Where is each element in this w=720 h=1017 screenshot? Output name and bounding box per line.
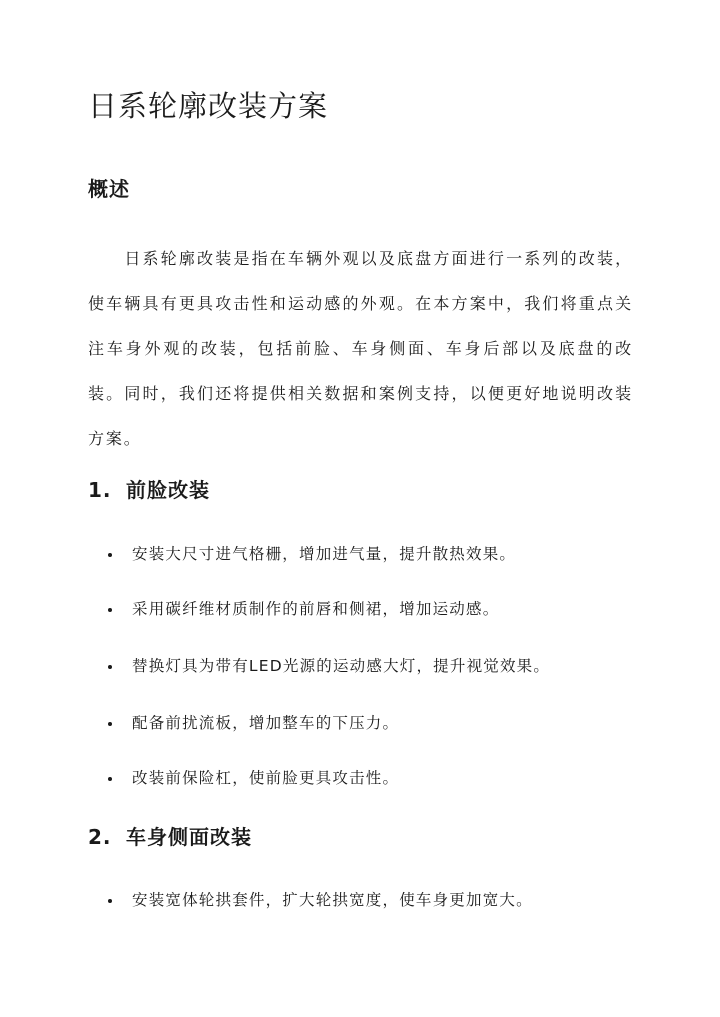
list-item-text: 替换灯具为带有LED光源的运动感大灯，提升视觉效果。 (132, 657, 551, 675)
list-item-text: 安装宽体轮拱套件，扩大轮拱宽度，使车身更加宽大。 (132, 891, 533, 909)
bullet-icon (108, 665, 112, 669)
list-item-text: 配备前扰流板，增加整车的下压力。 (132, 714, 400, 732)
bullet-icon (108, 608, 112, 612)
bullet-icon (108, 777, 112, 781)
overview-paragraph (88, 236, 633, 461)
overview-paragraph-text: 日系轮廓改装是指在车辆外观以及底盘方面进行一系列的改装，使车辆具有更具攻击性和运动感的外观。在本方案中，我们将重点关注车身外观的改装，包括前脸、车身侧面、车身后部以及底盘的改装。同时，我们还将提供相关数据和案例支持，以便更好地说明改装方案。 (88, 249, 633, 448)
section-2-title: 车身侧面改装 (126, 825, 252, 849)
list-item-text: 改装前保险杠，使前脸更具攻击性。 (132, 769, 400, 787)
section-1-heading (88, 476, 210, 504)
bullet-icon (108, 899, 112, 903)
section-1-title: 前脸改装 (126, 478, 210, 502)
document-title: 日系轮廓改装方案 (88, 89, 329, 123)
bullet-icon (108, 553, 112, 557)
overview-heading: 概述 (88, 177, 130, 201)
section-2-heading (88, 823, 252, 851)
bullet-icon (108, 722, 112, 726)
list-item-text: 安装大尺寸进气格栅，增加进气量，提升散热效果。 (132, 545, 517, 563)
section-1-number: 1. (88, 478, 112, 502)
section-2-number: 2. (88, 825, 112, 849)
list-item-text: 采用碳纤维材质制作的前唇和侧裙，增加运动感。 (132, 600, 500, 618)
